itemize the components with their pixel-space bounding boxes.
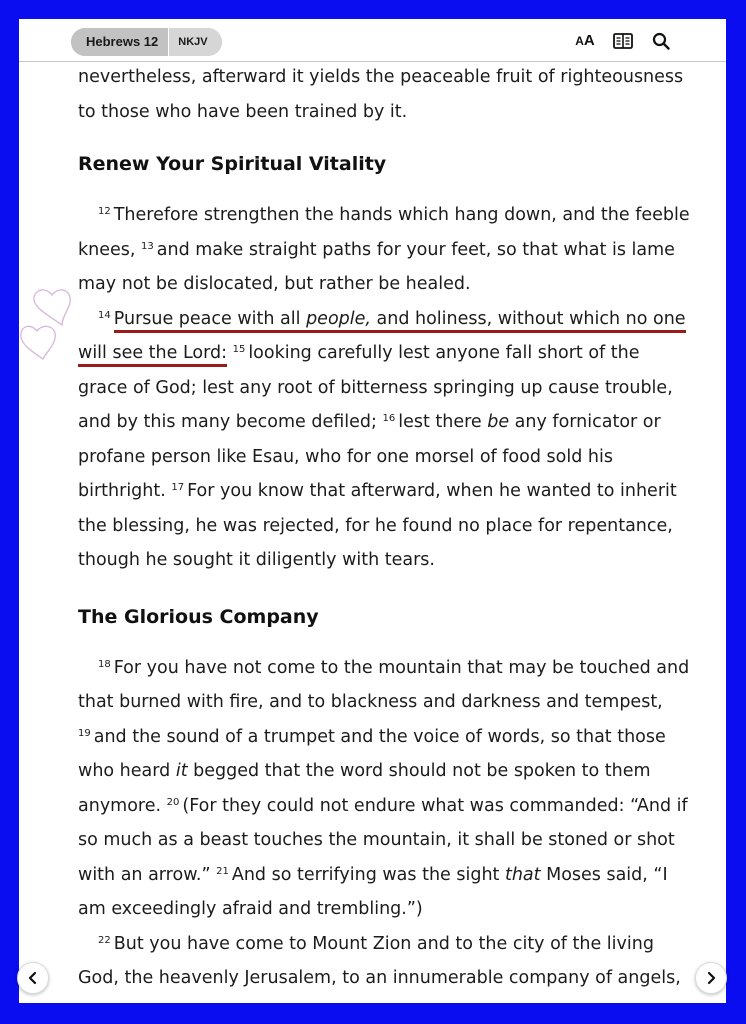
verse-number[interactable]: 15 — [232, 344, 246, 355]
verse-number[interactable]: 16 — [382, 413, 396, 424]
verse-number[interactable]: 19 — [78, 727, 91, 739]
verse-text[interactable]: And so terrifying was the sight — [231, 864, 505, 885]
book-chapter-button[interactable]: Hebrews 12 — [71, 28, 168, 56]
verse-text[interactable]: begged that the word should not be spoken to them anymore. — [78, 761, 651, 816]
verse-number[interactable]: 20 — [166, 796, 180, 808]
previous-chapter-button[interactable] — [17, 962, 49, 994]
italic-word: it — [175, 761, 188, 781]
verse-text[interactable]: For you have not come to the mountain that may be touched and that burned with fire, and to blackness and darkness and tempest, — [78, 657, 690, 712]
verse-number[interactable]: 21 — [216, 865, 229, 877]
verse-paragraph — [78, 198, 690, 302]
verse-text[interactable]: Therefore strengthen the hands which hang down, and the feeble knees, — [78, 205, 690, 260]
verse-text: Pursue peace with all — [113, 308, 307, 329]
reader-toolbar — [19, 19, 726, 62]
text-size-icon[interactable]: A A — [575, 32, 595, 49]
reader-page — [19, 19, 726, 1003]
verse-text[interactable]: and the sound of a trumpet and the voice of words, so that those who heard — [78, 726, 666, 781]
verse-text[interactable]: Moses said, “I am exceedingly afraid and trembling.”) — [78, 864, 668, 919]
verse-number[interactable]: 12 — [98, 206, 111, 217]
toolbar-actions — [574, 31, 672, 51]
verse-text[interactable]: lest there — [398, 412, 488, 432]
verse-text[interactable]: But you have come to Mount Zion and to the city of the living God, the heavenly Jerusalem, to an innumerable company of angels, — [78, 933, 681, 988]
italic-word: be — [487, 412, 510, 432]
section-heading: Renew Your Spiritual Vitality — [78, 153, 387, 175]
verse-number[interactable]: 14 — [98, 309, 111, 321]
verse-text[interactable]: looking carefully lest anyone fall short of the grace of God; lest any root of bitterness springing up cause trouble, and by this many become defiled; — [78, 343, 673, 432]
chevron-right-icon — [705, 971, 717, 985]
verse-paragraph: nevertheless, afterward it yields the peaceable fruit of righteousness to those who have been trained by it. — [78, 67, 684, 122]
next-chapter-button[interactable] — [695, 962, 727, 994]
verse-text: and holiness, without which no one will see the Lord: — [78, 308, 686, 363]
verse-text[interactable]: For you know that afterward, when he wanted to inherit the blessing, he was rejected, for he found no place for repentance, though he sought it diligently with tears. — [78, 481, 677, 570]
verse-number[interactable]: 18 — [98, 658, 111, 670]
section-heading: The Glorious Company — [78, 605, 319, 628]
verse-text[interactable]: and make straight paths for your feet, so that what is lame may not be dislocated, but rather be healed. — [78, 239, 675, 294]
version-button[interactable]: NKJV — [168, 28, 221, 56]
heart-icon[interactable] — [34, 290, 70, 325]
italic-word: people, — [306, 308, 371, 329]
verse-text[interactable]: (For they could not endure what was commanded: “And if so much as a beast touches the mountain, it shall be stoned or shot with an arrow.” — [78, 795, 688, 885]
verse-number[interactable]: 22 — [98, 934, 111, 946]
chapter-text — [78, 60, 690, 996]
italic-word: that — [504, 864, 541, 885]
search-icon[interactable] — [650, 31, 672, 51]
chevron-left-icon — [27, 971, 39, 985]
heart-icon[interactable] — [21, 326, 55, 359]
verse-paragraph — [78, 651, 690, 927]
verse-number[interactable]: 13 — [141, 240, 154, 252]
verse-paragraph — [78, 302, 690, 578]
verse-paragraph — [78, 927, 690, 996]
verse-text[interactable]: any fornicator or profane person like Esau, who for one morsel of food sold his birthright. — [78, 412, 661, 501]
verse-number[interactable]: 17 — [171, 482, 185, 493]
parallel-view-icon[interactable] — [612, 31, 634, 51]
passage-selector[interactable] — [71, 28, 222, 56]
